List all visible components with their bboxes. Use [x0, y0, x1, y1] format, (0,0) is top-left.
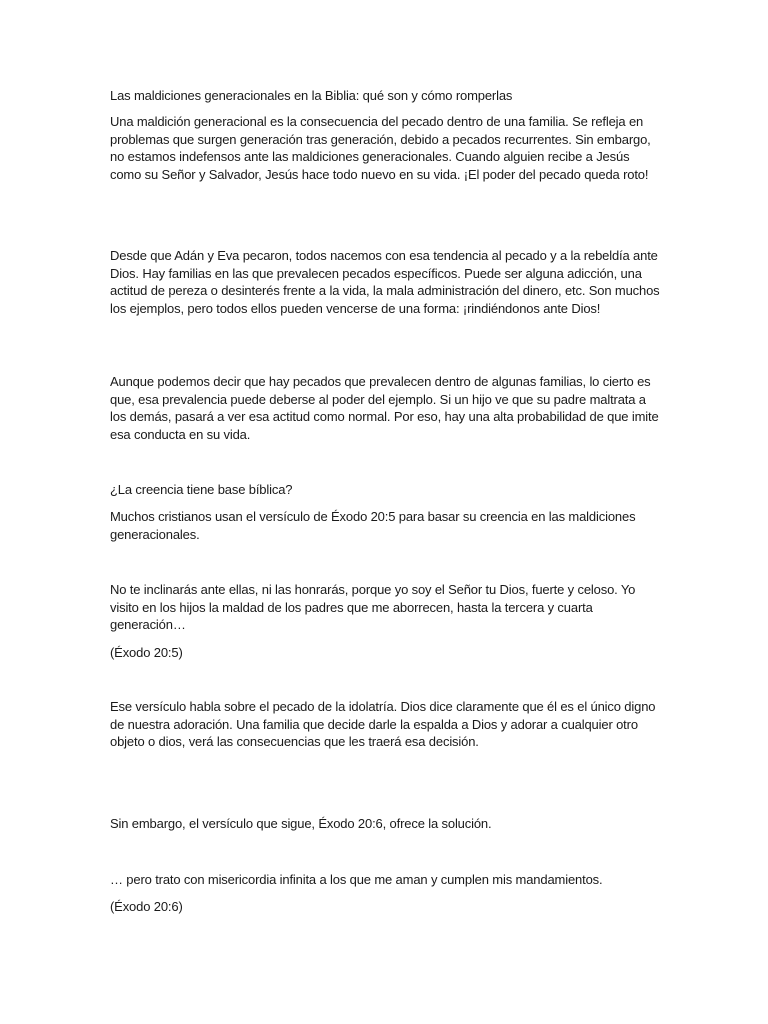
- exodus-20-5-quote: No te inclinarás ante ellas, ni las honrarás, porque yo soy el Señor tu Dios, fuerte y celoso. Yo visito en los hijos la maldad de los padres que me aborrecen, hasta la tercera y cuarta generación…: [110, 582, 636, 633]
- intro-paragraph: Una maldición generacional es la consecuencia del pecado dentro de una familia. Se refleja en problemas que surgen generación tras generación, debido a pecados recurrentes. Sin embargo, no estamos indefensos ante las maldiciones generacionales. Cuando alguien recibe a Jesús como su Señor y Salvador, Jesús hace todo nuevo en su vida. ¡El poder del pecado queda roto!: [110, 114, 651, 182]
- idolatry-paragraph: Ese versículo habla sobre el pecado de la idolatría. Dios dice claramente que él es el único digno de nuestra adoración. Una familia que decide darle la espalda a Dios y adorar a cualquier otro objeto o dios, verá las consecuencias que les traerá esa decisión.: [110, 699, 656, 750]
- exodus-20-5-reference: (Éxodo 20:5): [110, 645, 183, 660]
- example-paragraph: Aunque podemos decir que hay pecados que prevalecen dentro de algunas familias, lo cierto es que, esa prevalencia puede deberse al poder del ejemplo. Si un hijo ve que su padre maltrata a los demás, pasará a ver esa actitud como normal. Por eso, hay una alta probabilidad de que imite esa conducta en su vida.: [110, 374, 659, 442]
- exodus-20-6-quote: … pero trato con misericordia infinita a los que me aman y cumplen mis mandamientos.: [110, 872, 603, 887]
- document-title: Las maldiciones generacionales en la Biblia: qué son y cómo romperlas: [110, 88, 513, 103]
- adam-eve-paragraph: Desde que Adán y Eva pecaron, todos nacemos con esa tendencia al pecado y a la rebeldía ante Dios. Hay familias en las que prevalecen pecados específicos. Puede ser alguna adicción, una actitud de pereza o desinterés frente a la vida, la mala administración del dinero, etc. Son muchos los ejemplos, pero todos ellos pueden vencerse de una forma: ¡rindiéndonos ante Dios!: [110, 248, 660, 316]
- exodus-intro-paragraph: Muchos cristianos usan el versículo de Éxodo 20:5 para basar su creencia en las maldiciones generacionales.: [110, 509, 636, 542]
- solution-paragraph: Sin embargo, el versículo que sigue, Éxodo 20:6, ofrece la solución.: [110, 816, 492, 831]
- biblical-basis-heading: ¿La creencia tiene base bíblica?: [110, 482, 293, 497]
- exodus-20-6-reference: (Éxodo 20:6): [110, 899, 183, 914]
